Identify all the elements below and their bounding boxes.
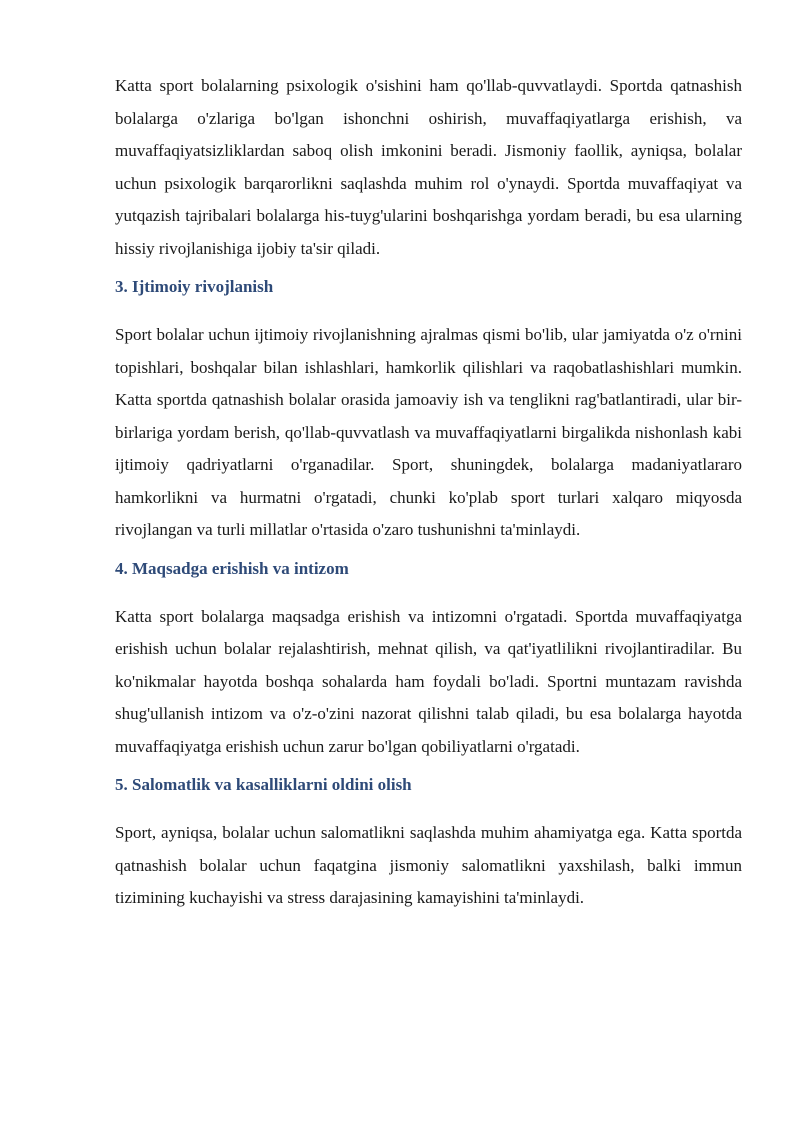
document-body: [115, 70, 742, 915]
paragraph-psychological-development: Katta sport bolalarning psixologik o'sishini ham qo'llab-quvvatlaydi. Sportda qatnashish bolalarga o'zlariga bo'lgan ishonchni oshirish, muvaffaqiyatlarga erishish, va muvaffaqiyatsizliklardan saboq olish imkonini beradi. Jismoniy faollik, ayniqsa, bolalar uchun psixologik barqarorlikni saqlashda muhim rol o'ynaydi. Sportda muvaffaqiyat va yutqazish tajribalari bolalarga his-tuyg'ularini boshqarishga yordam beradi, bu esa ularning hissiy rivojlanishiga ijobiy ta'sir qiladi.: [115, 76, 742, 258]
paragraph-health-prevention: Sport, ayniqsa, bolalar uchun salomatlikni saqlashda muhim ahamiyatga ega. Katta sportda qatnashish bolalar uchun faqatgina jismoniy salomatlikni yaxshilash, balki immun tizimining kuchayishi va stress darajasining kamayishini ta'minlaydi.: [115, 823, 742, 907]
paragraph-goals-discipline: Katta sport bolalarga maqsadga erishish va intizomni o'rgatadi. Sportda muvaffaqiyatga erishish uchun bolalar rejalashtirish, mehnat qilish, va qat'iyatlilikni rivojlantiradilar. Bu ko'nikmalar hayotda boshqa sohalarda ham foydali bo'ladi. Sportni muntazam ravishda shug'ullanish intizom va o'z-o'zini nazorat qilishni talab qiladi, bu esa bolalarga hayotda muvaffaqiyatga erishish uchun zarur bo'lgan qobiliyatlarni o'rgatadi.: [115, 606, 742, 756]
heading-goals-discipline: 4. Maqsadga erishish va intizom: [115, 558, 349, 578]
heading-social-development: 3. Ijtimoiy rivojlanish: [115, 277, 274, 296]
heading-health-prevention: 5. Salomatlik va kasalliklarni oldini olish: [115, 775, 412, 794]
paragraph-social-development: Sport bolalar uchun ijtimoiy rivojlanishning ajralmas qismi bo'lib, ular jamiyatda o'z o'rnini topishlari, boshqalar bilan ishlashlari, hamkorlik qilishlari va raqobatlashishlari mumkin. Katta sportda qatnashish bolalar orasida jamoaviy ish va tenglikni rag'batlantiradi, ular bir-birlariga yordam berish, qo'llab-quvvatlash va muvaffaqiyatlarni birgalikda nishonlash kabi ijtimoiy qadriyatlarni o'rganadilar. Sport, shuningdek, bolalarga madaniyatlararo hamkorlikni va hurmatni o'rgatadi, chunki ko'plab sport turlari xalqaro miqyosda rivojlangan va turli millatlar o'rtasida o'zaro tushunishni ta'minlaydi.: [115, 325, 742, 539]
